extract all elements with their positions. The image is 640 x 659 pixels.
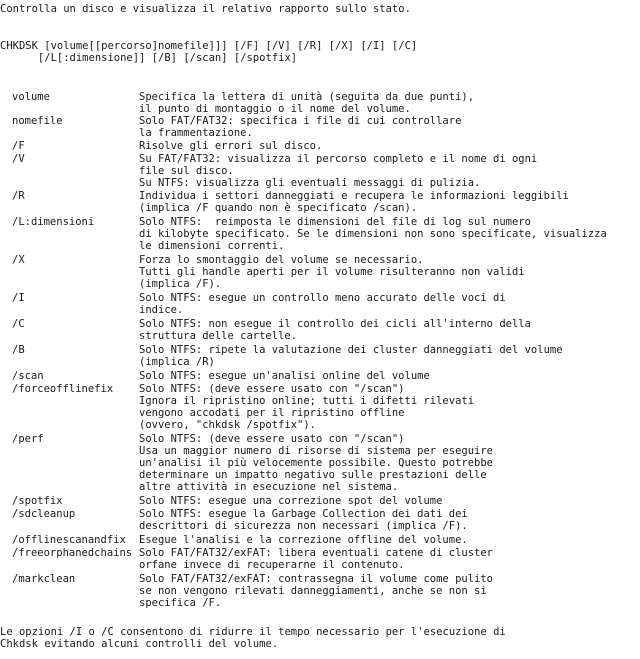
option-name: /perf — [12, 433, 44, 445]
option-description: Tutti gli handle aperti per il volume risulteranno non validi — [139, 266, 525, 278]
option-name: /X — [12, 254, 25, 266]
option-description: (ovvero, "chkdsk /spotfix"). — [139, 419, 317, 431]
option-description: Su NTFS: visualizza gli eventuali messaggi di pulizia. — [139, 177, 481, 189]
option-description: Solo NTFS: reimposta le dimensioni del file di log sul numero — [139, 216, 531, 228]
option-name: /offlinescanandfix — [12, 534, 126, 546]
option-name: /V — [12, 153, 25, 165]
option-description: di kilobyte specificato. Se le dimensioni non sono specificate, visualizza — [139, 228, 607, 240]
option-description: Specifica la lettera di unità (seguita da due punti), — [139, 91, 475, 103]
intro-text: Controlla un disco e visualizza il relativo rapporto sullo stato. — [0, 3, 411, 15]
option-description: Individua i settori danneggiati e recupera le informazioni leggibili — [139, 190, 569, 202]
option-name: /markclean — [12, 573, 76, 585]
option-description: Risolve gli errori sul disco. — [139, 140, 323, 152]
option-description: (implica /F quando non è specificato /scan). — [139, 202, 418, 214]
option-description: Solo NTFS: esegue un controllo meno accurato delle voci di — [139, 292, 506, 304]
option-description: indice. — [139, 304, 184, 316]
option-description: struttura delle cartelle. — [139, 330, 298, 342]
option-description: specifica /F. — [139, 597, 222, 609]
option-description: un'analisi il più velocemente possibile. Questo potrebbe — [139, 457, 494, 469]
option-description: Ignora il ripristino online; tutti i difetti rilevati — [139, 395, 475, 407]
option-name: /forceofflinefix — [12, 383, 114, 395]
option-name: /L:dimensioni — [12, 216, 95, 228]
option-name: /scan — [12, 370, 44, 382]
option-description: Su FAT/FAT32: visualizza il percorso completo e il nome di ogni — [139, 153, 538, 165]
option-name: volume — [12, 91, 50, 103]
option-description: Solo NTFS: (deve essere usato con "/scan") — [139, 433, 405, 445]
option-name: /B — [12, 344, 25, 356]
option-name: nomefile — [12, 115, 63, 127]
option-description: Solo FAT/FAT32: specifica i file di cui controllare — [139, 115, 462, 127]
option-name: /spotfix — [12, 495, 63, 507]
option-description: (implica /F). — [139, 278, 222, 290]
footer-text: Chkdsk evitando alcuni controlli del volume. — [0, 638, 279, 650]
option-description: (implica /R) — [139, 356, 215, 368]
option-name: /sdcleanup — [12, 508, 76, 520]
option-description: orfane invece di recuperarne il contenuto. — [139, 559, 405, 571]
option-description: descrittori di sicurezza non necessari (implica /F). — [139, 520, 468, 532]
option-description: Esegue l'analisi e la correzione offline del volume. — [139, 534, 468, 546]
option-name: /freeorphanedchains — [12, 547, 133, 559]
syntax-line: [/L[:dimensione]] [/B] [/scan] [/spotfix] — [0, 52, 298, 64]
option-description: Solo NTFS: esegue una correzione spot del volume — [139, 495, 443, 507]
option-name: /R — [12, 190, 25, 202]
option-description: Solo NTFS: esegue un'analisi online del volume — [139, 370, 430, 382]
option-description: determinare un impatto negativo sulle prestazioni delle — [139, 469, 487, 481]
option-description: Solo FAT/FAT32/exFAT: contrassegna il volume come pulito — [139, 573, 494, 585]
syntax-line: CHKDSK [volume[[percorso]nomefile]]] [/F] [/V] [/R] [/X] [/I] [/C] — [0, 40, 418, 52]
option-description: la frammentazione. — [139, 127, 253, 139]
option-name: /F — [12, 140, 25, 152]
option-name: /I — [12, 292, 25, 304]
option-description: Solo NTFS: esegue la Garbage Collection dei dati dei — [139, 508, 468, 520]
option-description: file sul disco. — [139, 165, 234, 177]
option-description: il punto di montaggio o il nome del volume. — [139, 103, 411, 115]
option-description: Usa un maggior numero di risorse di sistema per eseguire — [139, 445, 494, 457]
option-description: altre attività in esecuzione nel sistema. — [139, 481, 399, 493]
option-description: Solo FAT/FAT32/exFAT: libera eventuali catene di cluster — [139, 547, 494, 559]
option-name: /C — [12, 318, 25, 330]
option-description: Solo NTFS: ripete la valutazione dei cluster danneggiati del volume — [139, 344, 563, 356]
option-description: Solo NTFS: (deve essere usato con "/scan") — [139, 383, 405, 395]
option-description: Solo NTFS: non esegue il controllo dei cicli all'interno della — [139, 318, 531, 330]
option-description: Forza lo smontaggio del volume se necessario. — [139, 254, 424, 266]
footer-text: Le opzioni /I o /C consentono di ridurre il tempo necessario per l'esecuzione di — [0, 626, 506, 638]
option-description: vengono accodati per il ripristino offline — [139, 407, 405, 419]
option-description: le dimensioni correnti. — [139, 240, 285, 252]
option-description: se non vengono rilevati danneggiamenti, anche se non si — [139, 585, 487, 597]
